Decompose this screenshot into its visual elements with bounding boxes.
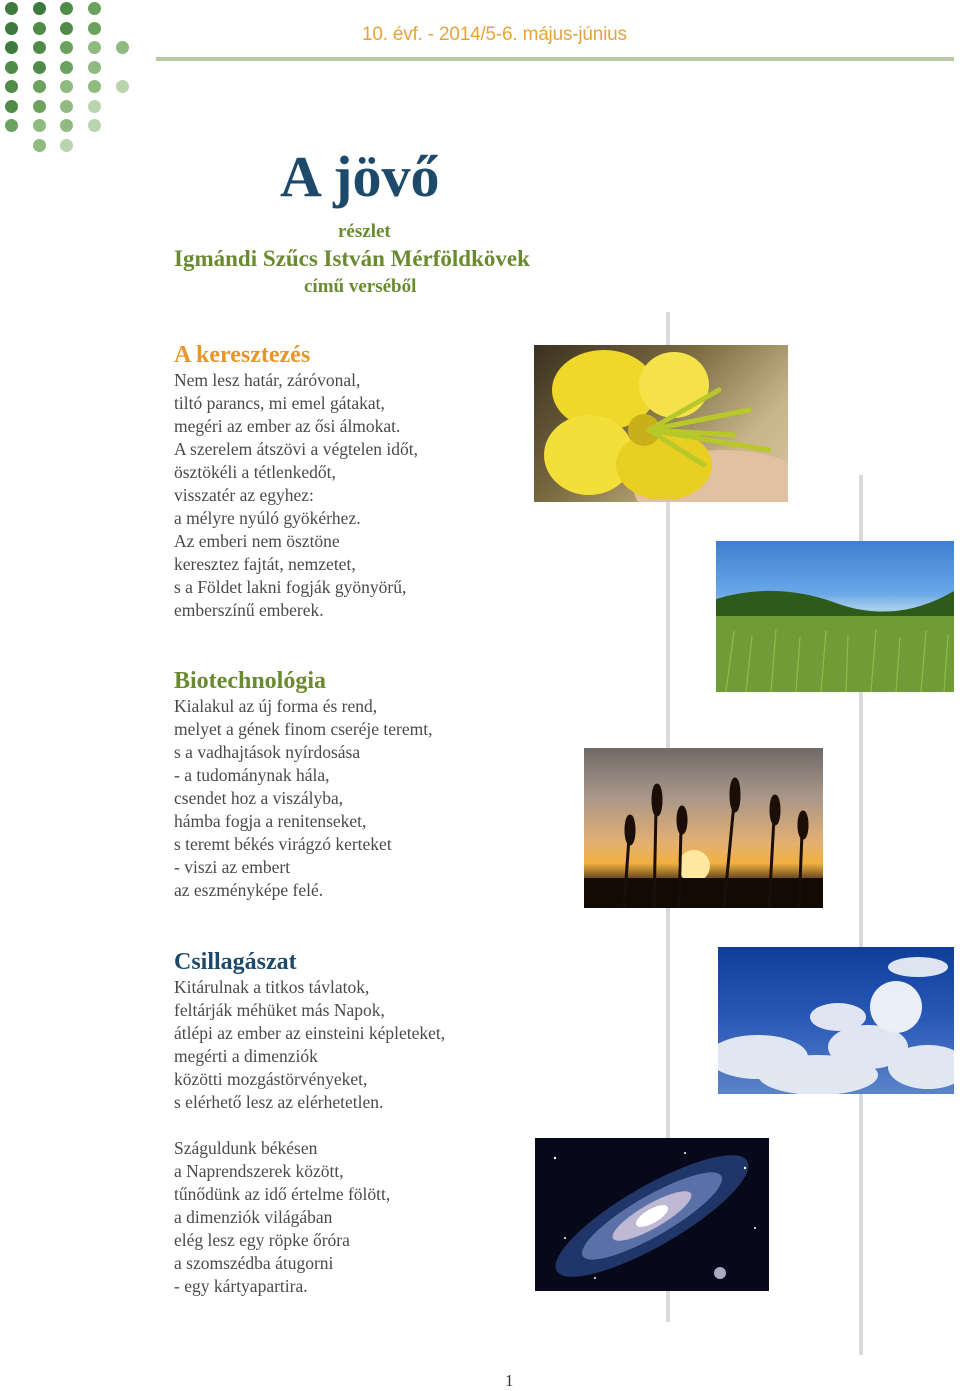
poem-line: s teremt békés virágzó kerteket [174, 834, 392, 854]
decorative-dot [60, 80, 73, 93]
decorative-dot [33, 139, 46, 152]
poem-line: elég lesz egy röpke őróra [174, 1230, 350, 1250]
sky-clouds-photo [718, 947, 954, 1094]
poem-line: közötti mozgástörvényeket, [174, 1069, 368, 1089]
poem-line: visszatér az egyhez: [174, 485, 314, 505]
poem-line: hámba fogja a renitenseket, [174, 811, 367, 831]
decorative-dot [88, 119, 101, 132]
section-stanza-final [174, 1137, 514, 1298]
poem-line: Kitárulnak a titkos távlatok, [174, 977, 370, 997]
poem-lines [174, 695, 514, 902]
decorative-dot [88, 22, 101, 35]
poem-line: s a vadhajtások nyírdosása [174, 742, 361, 762]
poem-line: A szerelem átszövi a végtelen időt, [174, 439, 418, 459]
decorative-dot [88, 2, 101, 15]
poem-line: a mélyre nyúló gyökérhez. [174, 508, 361, 528]
section-keresztezes [174, 341, 514, 622]
field-illustration [716, 541, 954, 692]
decorative-dot [5, 100, 18, 113]
decorative-dot [60, 119, 73, 132]
poem-line: s a Földet lakni fogják gyönyörű, [174, 577, 407, 597]
section-title: Csillagászat [174, 949, 297, 975]
decorative-dot [60, 2, 73, 15]
field-photo [716, 541, 954, 692]
poem-line: megérti a dimenziók [174, 1046, 318, 1066]
subtitle-source: című verséből [304, 276, 417, 297]
sunset-wheat-photo [584, 748, 823, 908]
decorative-dot [60, 22, 73, 35]
poem-line: s elérhető lesz az elérhetetlen. [174, 1092, 384, 1112]
poem-line: megéri az ember az ősi álmokat. [174, 416, 401, 436]
poem-lines [174, 976, 514, 1114]
decorative-dot [33, 61, 46, 74]
poem-line: - egy kártyapartira. [174, 1276, 308, 1296]
poem-line: Nem lesz határ, záróvonal, [174, 370, 361, 390]
poem-line: keresztez fajtát, nemzetet, [174, 554, 356, 574]
decorative-dot [88, 100, 101, 113]
galaxy-photo [535, 1138, 769, 1291]
poem-line: ösztökéli a tétlenkedőt, [174, 462, 336, 482]
decorative-dot [5, 119, 18, 132]
section-title: A keresztezés [174, 342, 311, 368]
decorative-dot [5, 22, 18, 35]
decorative-dot [60, 41, 73, 54]
poem-line: a szomszédba átugorni [174, 1253, 334, 1273]
poem-line: csendet hoz a viszályba, [174, 788, 344, 808]
decorative-dot-pattern [0, 0, 140, 160]
poem-lines [174, 1137, 514, 1298]
section-title: Biotechnológia [174, 668, 327, 694]
decorative-dot [5, 61, 18, 74]
subtitle-excerpt: részlet [338, 221, 391, 242]
decorative-dot [33, 2, 46, 15]
decorative-dot [33, 22, 46, 35]
poem-line: Kialakul az új forma és rend, [174, 696, 378, 716]
decorative-dot [60, 139, 73, 152]
decorative-dot [60, 61, 73, 74]
poem-line: melyet a gének finom cseréje teremt, [174, 719, 433, 739]
decorative-dot [88, 80, 101, 93]
poem-line: a dimenziók világában [174, 1207, 333, 1227]
decorative-dot [33, 119, 46, 132]
decorative-dot [33, 100, 46, 113]
poem-line: Az emberi nem ösztöne [174, 531, 340, 551]
poem-line: tiltó parancs, mi emel gátakat, [174, 393, 385, 413]
poem-line: feltárják méhüket más Napok, [174, 1000, 385, 1020]
poem-line: az eszményképe felé. [174, 880, 324, 900]
poem-line: emberszínű emberek. [174, 600, 324, 620]
poem-line: Száguldunk békésen [174, 1138, 318, 1158]
header-rule [156, 57, 954, 61]
galaxy-illustration [535, 1138, 769, 1291]
flower-illustration [534, 345, 788, 502]
decorative-dot [33, 80, 46, 93]
section-csillagaszat [174, 948, 514, 1114]
decorative-dot [116, 80, 129, 93]
decorative-dot [88, 61, 101, 74]
decorative-dot [116, 41, 129, 54]
poem-lines [174, 369, 514, 622]
section-biotechnologia [174, 667, 514, 902]
page-number: 1 [505, 1371, 514, 1390]
sky-illustration [718, 947, 954, 1094]
decorative-dot [33, 41, 46, 54]
decorative-dot [5, 41, 18, 54]
flower-photo [534, 345, 788, 502]
decorative-dot [60, 100, 73, 113]
decorative-dot [88, 41, 101, 54]
sunset-illustration [584, 748, 823, 908]
decorative-dot [5, 2, 18, 15]
subtitle-author: Igmándi Szűcs István Mérföldkövek [174, 246, 530, 271]
poem-line: átlépi az ember az einsteini képleteket, [174, 1023, 446, 1043]
page-title: A jövő [280, 144, 440, 209]
poem-line: - viszi az embert [174, 857, 291, 877]
poem-line: - a tudománynak hála, [174, 765, 330, 785]
poem-line: a Naprendszerek között, [174, 1161, 344, 1181]
issue-label: 10. évf. - 2014/5-6. május-június [362, 24, 627, 45]
poem-line: tűnődünk az idő értelme fölött, [174, 1184, 391, 1204]
decorative-dot [5, 80, 18, 93]
